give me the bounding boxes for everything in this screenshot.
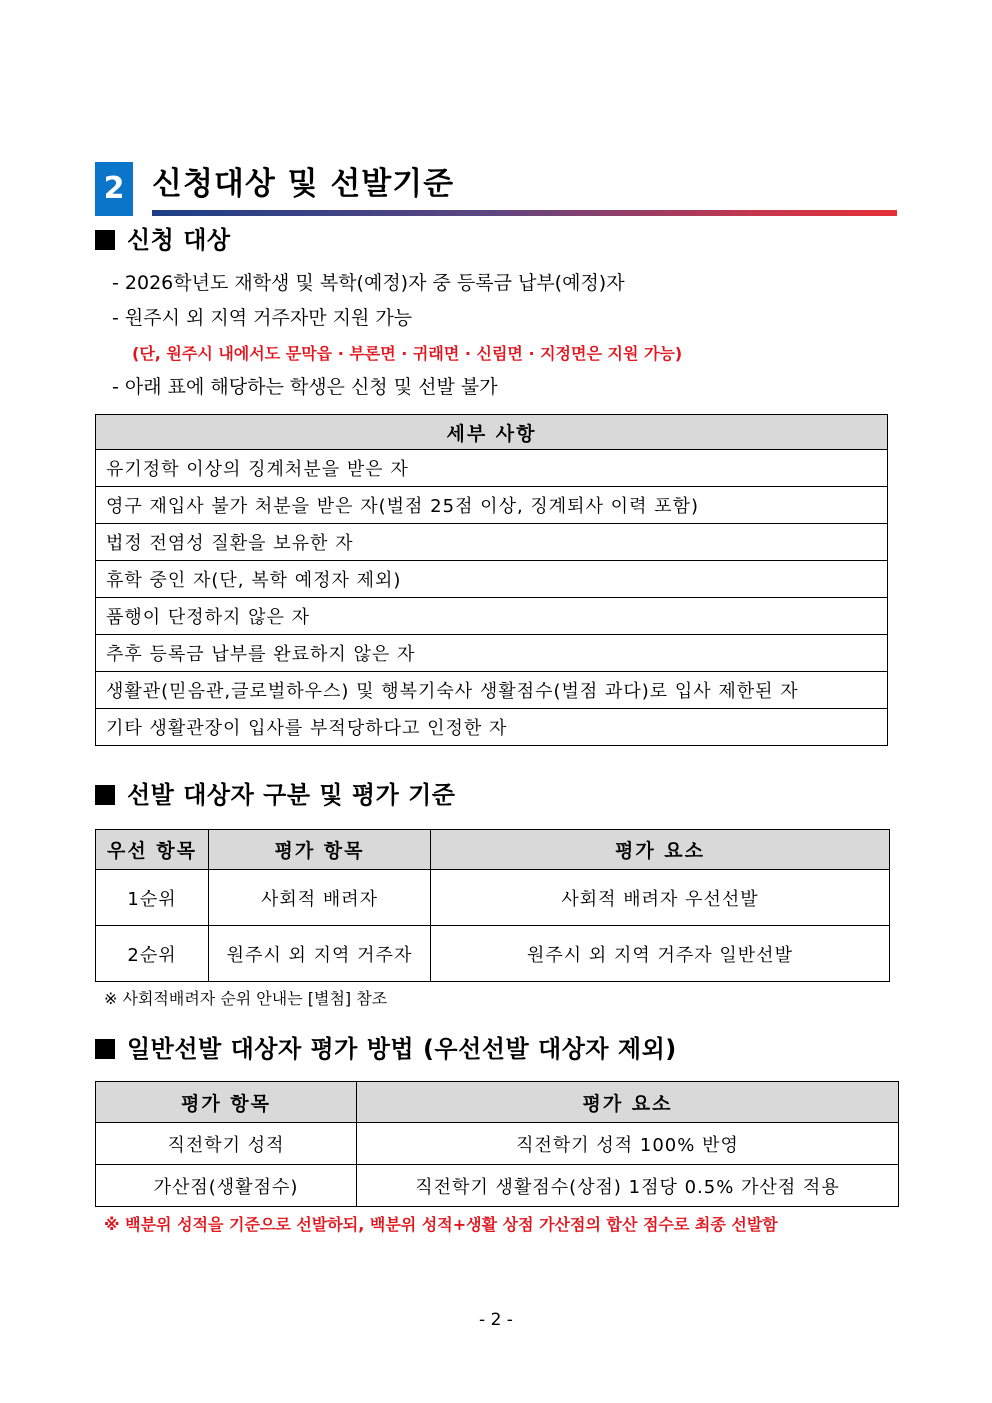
square-bullet-icon [95, 785, 115, 805]
general-row1-item: 직전학기 성적 [96, 1123, 357, 1165]
table-header-row [96, 415, 888, 450]
exclusion-row-2: 영구 재입사 불가 처분을 받은 자(벌점 25점 이상, 징계퇴사 이력 포함) [96, 487, 888, 524]
selection-table [95, 829, 890, 982]
selection-row1-item: 사회적 배려자 [209, 870, 431, 926]
eligibility-heading [95, 225, 231, 255]
general-heading [95, 1034, 677, 1064]
exclusion-row-5: 품행이 단정하지 않은 자 [96, 598, 888, 635]
table-row [96, 524, 888, 561]
eligibility-bullet-2: - 원주시 외 지역 거주자만 지원 가능 [112, 307, 413, 329]
table-row [96, 672, 888, 709]
selection-header-element: 평가 요소 [431, 830, 890, 870]
exclusion-row-1: 유기정학 이상의 징계처분을 받은 자 [96, 450, 888, 487]
selection-row2-priority: 2순위 [96, 926, 209, 982]
exclusion-row-6: 추후 등록금 납부를 완료하지 않은 자 [96, 635, 888, 672]
square-bullet-icon [95, 230, 115, 250]
general-row2-element: 직전학기 생활점수(상점) 1점당 0.5% 가산점 적용 [357, 1165, 899, 1207]
exclusion-row-8: 기타 생활관장이 입사를 부적당하다고 인정한 자 [96, 709, 888, 746]
general-header-element: 평가 요소 [357, 1082, 899, 1123]
table-row [96, 926, 890, 982]
table-row [96, 1123, 899, 1165]
selection-row1-priority: 1순위 [96, 870, 209, 926]
eligibility-heading-text: 신청 대상 [127, 226, 231, 254]
eligibility-bullet-1: - 2026학년도 재학생 및 복학(예정)자 중 등록금 납부(예정)자 [112, 272, 625, 294]
page-number: - 2 - [479, 1310, 513, 1330]
selection-row2-element: 원주시 외 지역 거주자 일반선발 [431, 926, 890, 982]
exclusion-table-header: 세부 사항 [96, 415, 888, 450]
exclusion-row-7: 생활관(믿음관,글로벌하우스) 및 행복기숙사 생활점수(벌점 과다)로 입사 제한된 자 [96, 672, 888, 709]
table-header-row [96, 1082, 899, 1123]
eligibility-red-note: (단, 원주시 내에서도 문막읍 · 부론면 · 귀래면 · 신림면 · 지정면은 지원 가능) [132, 344, 683, 363]
section-title: 신청대상 및 선발기준 [152, 166, 455, 202]
section-number-badge: 2 [95, 162, 133, 216]
selection-row2-item: 원주시 외 지역 거주자 [209, 926, 431, 982]
selection-header-item: 평가 항목 [209, 830, 431, 870]
general-row2-item: 가산점(생활점수) [96, 1165, 357, 1207]
general-table [95, 1081, 899, 1207]
exclusion-row-4: 휴학 중인 자(단, 복학 예정자 제외) [96, 561, 888, 598]
exclusion-row-3: 법정 전염성 질환을 보유한 자 [96, 524, 888, 561]
table-row [96, 598, 888, 635]
exclusion-table [95, 414, 888, 746]
selection-note: ※ 사회적배려자 순위 안내는 [별첨] 참조 [104, 989, 388, 1008]
eligibility-bullet-3: - 아래 표에 해당하는 학생은 신청 및 선발 불가 [112, 376, 498, 398]
table-row [96, 487, 888, 524]
square-bullet-icon [95, 1039, 115, 1059]
general-red-note: ※ 백분위 성적을 기준으로 선발하되, 백분위 성적+생활 상점 가산점의 합산 점수로 최종 선발함 [104, 1215, 778, 1234]
selection-heading [95, 780, 456, 810]
general-row1-element: 직전학기 성적 100% 반영 [357, 1123, 899, 1165]
selection-header-priority: 우선 항목 [96, 830, 209, 870]
table-row [96, 635, 888, 672]
general-heading-text: 일반선발 대상자 평가 방법 (우선선발 대상자 제외) [127, 1035, 677, 1063]
selection-heading-text: 선발 대상자 구분 및 평가 기준 [127, 781, 456, 809]
table-row [96, 1165, 899, 1207]
table-header-row [96, 830, 890, 870]
table-row [96, 709, 888, 746]
section-underline [152, 210, 897, 216]
selection-row1-element: 사회적 배려자 우선선발 [431, 870, 890, 926]
general-header-item: 평가 항목 [96, 1082, 357, 1123]
table-row [96, 870, 890, 926]
table-row [96, 561, 888, 598]
table-row [96, 450, 888, 487]
